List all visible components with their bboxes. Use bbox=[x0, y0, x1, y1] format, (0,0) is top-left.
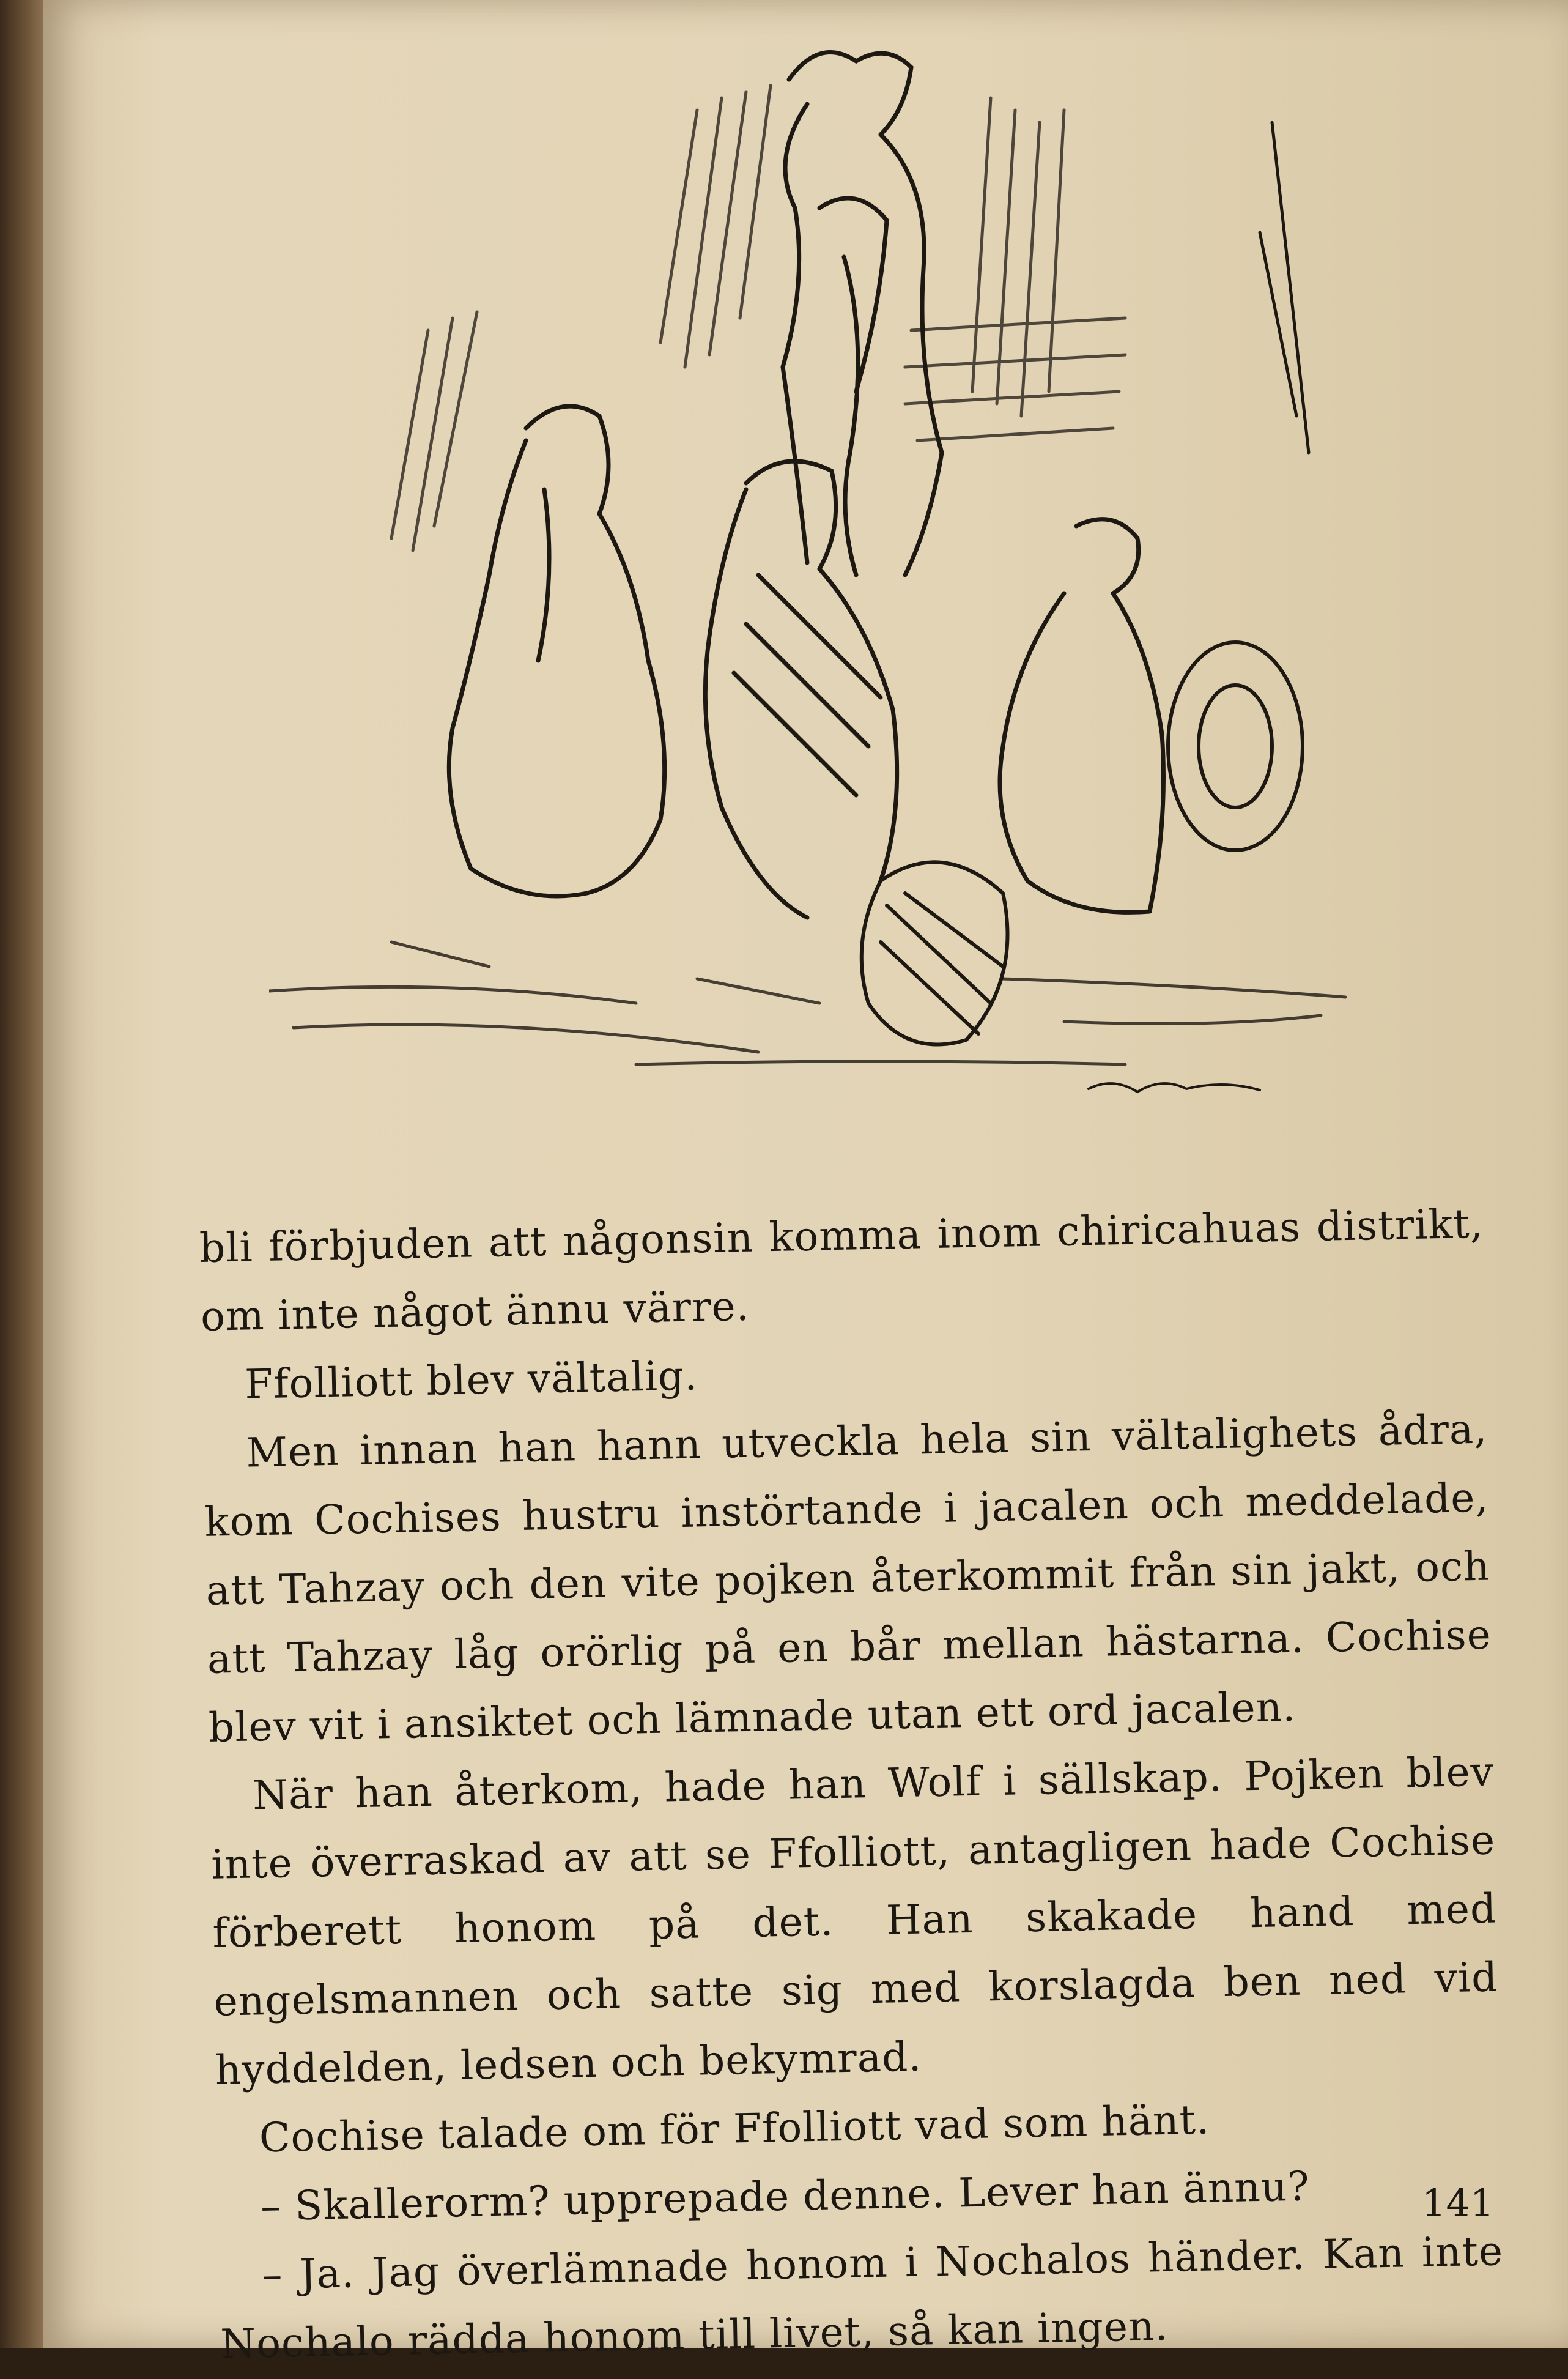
paragraph-5: Cochise talade om för Ffolliott vad som hänt. bbox=[259, 2096, 1210, 2162]
book-binding-edge bbox=[0, 0, 43, 2348]
paragraph-2: Ffolliott blev vältalig. bbox=[244, 1352, 698, 1408]
paragraph-4: När han återkom, hade han Wolf i sällskap. Pojken blev inte överraskad av att se Ffolliott, antagligen hade Cochise förberett honom på det. Han skakade hand med engelsmannen och satte sig med korslagda ben ned vid hyddelden, ledsen och bekymrad. bbox=[210, 1748, 1499, 2094]
pen-sketch-illustration bbox=[269, 24, 1394, 1113]
paragraph-1: bli förbjuden att någonsin komma inom chiricahuas distrikt, om inte något ännu värre. bbox=[199, 1200, 1484, 1340]
page-number: 141 bbox=[1422, 2181, 1495, 2225]
dialogue-line-2: – Ja. Jag överlämnade honom i Nochalos händer. Kan inte Nochalo rädda honom till livet, så kan ingen. bbox=[220, 2227, 1504, 2368]
book-page bbox=[43, 0, 1568, 2368]
dialogue-line-1: – Skallerorm? upprepade denne. Lever han ännu? bbox=[260, 2162, 1311, 2230]
paragraph-3: Men innan han hann utveckla hela sin vältalighets ådra, kom Cochises hustru instörtande i jacalen och meddelade, att Tahzay och den vite pojken återkommit från sin jakt, och att Tahzay låg orörlig på en bår mellan hästarna. Cochise blev vit i ansiktet och lämnade utan ett ord jacalen. bbox=[204, 1405, 1492, 1751]
page-text bbox=[199, 1190, 1505, 2379]
